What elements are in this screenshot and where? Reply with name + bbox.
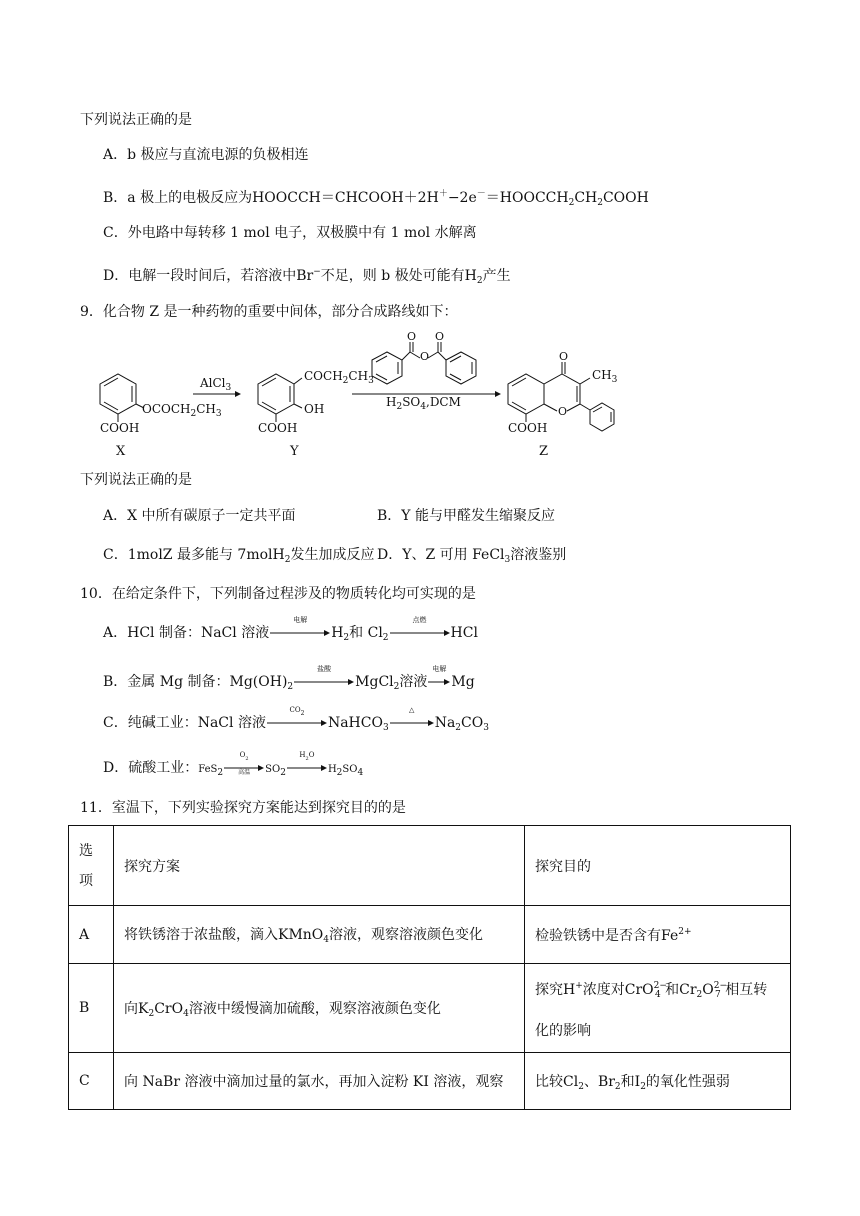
x-ring	[100, 374, 144, 422]
q10-option-b: B．金属 Mg 制备：$Mg(OH)_2$ 盐酸 MgCl$_2$溶液 电解 Mg	[103, 665, 475, 692]
z-ring-o: O	[558, 405, 568, 418]
q10-option-c: C．纯碱工业：NaCl 溶液 $CO_2$ NaHCO$_3$ △ $Na_2CO_3$	[103, 706, 489, 733]
q9-option-a: A．X 中所有碳原子一定共平面	[103, 508, 296, 524]
y-label: Y	[290, 444, 299, 459]
q9-stem2: 下列说法正确的是	[80, 472, 192, 488]
row-plan: 将铁锈溶于浓盐酸，滴入KMnO$_4$溶液，观察溶液颜色变化	[114, 906, 525, 964]
z-cooh: COOH	[508, 421, 548, 435]
row-option: A	[69, 906, 114, 964]
experiment-table	[68, 825, 791, 1110]
q8-option-b: B．a 极上的电极反应为$HOOCCH=CHCOOH+2H^+-2e^-=HOOCCH_2CH_2COOH$	[103, 189, 649, 208]
arrow-c1: $CO_2$	[267, 715, 327, 729]
table-row	[69, 906, 791, 964]
y-ring	[258, 374, 302, 422]
q8-stem: 下列说法正确的是	[80, 112, 192, 128]
table-row	[69, 1053, 791, 1110]
arrow-c2: △	[390, 715, 434, 729]
q8-option-c: C．外电路中每转移 1 mol 电子，双极膜中有 1 mol 水解离	[103, 225, 477, 241]
q8-option-a: A．b 极应与直流电源的负极相连	[103, 147, 309, 163]
z-carbonyl-o: O	[559, 350, 569, 363]
row-goal: 检验铁锈中是否含有$Fe^{2+}$	[525, 906, 791, 964]
arrow-b2: 电解	[428, 674, 450, 688]
arrow-b1: 盐酸	[294, 674, 354, 688]
arrow-a2: 点燃	[390, 625, 450, 639]
reaction-scheme-drawing	[60, 332, 620, 462]
q10-option-a: A．HCl 制备：NaCl 溶液 电解 $H_2$和 $Cl_2$ 点燃 HCl	[103, 616, 478, 643]
y-cooh: COOH	[258, 421, 298, 435]
table-header-row	[69, 826, 791, 906]
anhydride-carbonyl-o1: O	[407, 330, 417, 343]
arrow-d2: $H_2O$	[287, 760, 327, 774]
q10-option-d: D．硫酸工业：FeS$_2$ $O_2$ 高温 $SO_2$ $H_2O$ $H_2SO_4$	[103, 751, 364, 778]
y-oh: OH	[304, 402, 325, 416]
row-option: B	[69, 964, 114, 1053]
anhydride-oxygen: O	[420, 350, 430, 363]
row-goal: 比较$Cl_2$、$Br_2$和$I_2$的氧化性强弱	[525, 1053, 791, 1110]
q11-stem: 11．室温下，下列实验探究方案能达到探究目的的是	[80, 800, 406, 816]
header-option: 选 项	[69, 826, 114, 906]
z-label: Z	[539, 444, 549, 459]
q9-option-c: C．1molZ 最多能与 7molH$_2$发生加成反应	[103, 547, 375, 565]
arrow-d1: $O_2$ 高温	[224, 760, 264, 774]
row-plan: 向 NaBr 溶液中滴加过量的氯水，再加入淀粉 KI 溶液，观察	[114, 1053, 525, 1110]
x-label: X	[116, 444, 126, 459]
anhydride-carbonyl-o2: O	[435, 330, 445, 343]
row-goal: 探究H+浓度对CrO$^{2-}_4$ 和$Cr_2O^{2-}_7$ 相互转 化的影响	[525, 964, 791, 1053]
row-plan: 向$K_2CrO_4$溶液中缓慢滴加硫酸，观察溶液颜色变化	[114, 964, 525, 1053]
x-cooh: COOH	[100, 421, 140, 435]
q9-option-b: B．Y 能与甲醛发生缩聚反应	[377, 508, 555, 524]
q10-stem: 10．在给定条件下，下列制备过程涉及的物质转化均可实现的是	[80, 586, 476, 602]
q9-stem: 9．化合物 Z 是一种药物的重要中间体，部分合成路线如下：	[80, 304, 458, 320]
header-goal: 探究目的	[525, 826, 791, 906]
q9-option-d: D．Y、Z 可用 FeCl$_3$溶液鉴别	[377, 547, 567, 565]
table-row	[69, 964, 791, 1053]
q8-option-d: D．电解一段时间后，若溶液中Br−不足，则 b 极处可能有$H_2$产生	[103, 267, 511, 286]
row-option: C	[69, 1053, 114, 1110]
header-plan: 探究方案	[114, 826, 525, 906]
z-methyl: $CH_3$	[592, 368, 618, 385]
x-ester-group: $OCOCH_2CH_3$	[142, 402, 222, 419]
arrow2-condition: $H_2SO_4,DCM$	[386, 395, 461, 412]
arrow-a1: 电解	[270, 625, 330, 639]
anhydride-structure	[372, 342, 476, 384]
arrow1-condition: AlCl$_3$	[200, 376, 232, 393]
y-ketone-group: $COCH_2CH_3$	[304, 369, 374, 386]
